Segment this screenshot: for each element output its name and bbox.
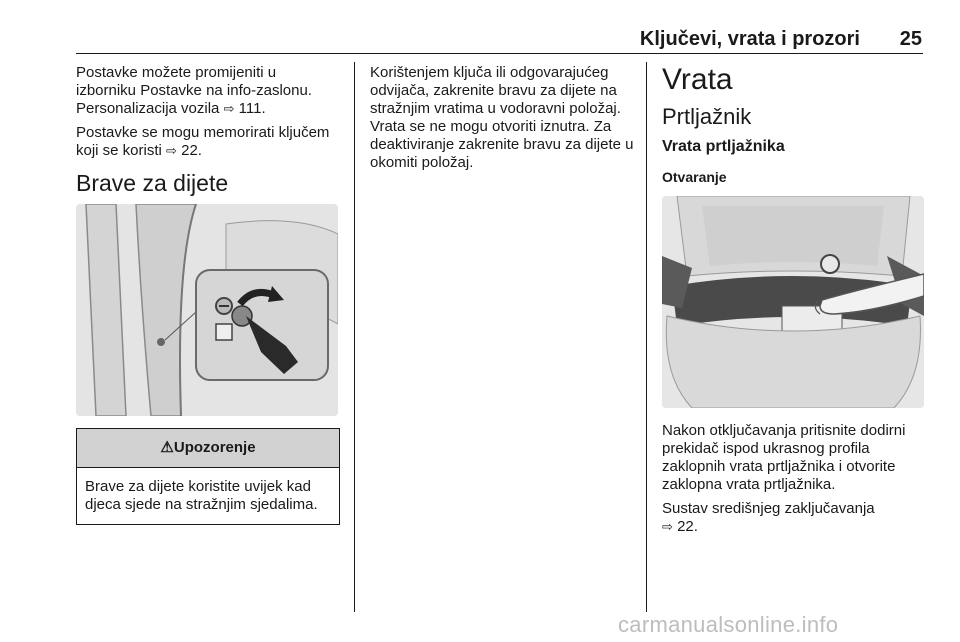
subheading-opening: Otvaranje xyxy=(662,169,727,185)
subheading-tailgate: Vrata prtljažnika xyxy=(662,138,785,155)
watermark: carmanualsonline.info xyxy=(618,612,839,637)
child-lock-illustration xyxy=(76,204,338,416)
warning-triangle-icon: ⚠ xyxy=(160,439,174,456)
child-lock-instructions: Korištenjem ključa ili odgovarajućeg odvijača, zakrenite bravu za dijete na stražnjim vratima u vodoravni položaj. Vrata se ne mogu otvoriti iznutra. Za deaktiviranje zakrenite bravu za dijete u okomiti položaj. xyxy=(370,64,634,171)
page-ref-link[interactable]: 111. xyxy=(234,100,266,117)
settings-paragraph: Postavke možete promijeniti u izborniku Postavke na info-zaslonu. Personalizacija vozila ⇨ 111. xyxy=(76,64,312,117)
column-3 xyxy=(662,62,924,542)
page-number: 25 xyxy=(899,28,922,50)
tailgate-opening-paragraph: Nakon otključavanja pritisnite dodirni prekidač ispod ukrasnog profila zaklopnih vrata prtljažnika i otvorite zaklopna vrata prtljažnika. xyxy=(662,422,906,493)
section-heading-doors: Vrata xyxy=(662,63,733,96)
page-ref-link[interactable]: 22. xyxy=(176,142,202,159)
subheading-trunk: Prtljažnik xyxy=(662,104,752,129)
tailgate-opening-illustration xyxy=(662,196,924,408)
key-memory-paragraph: Postavke se mogu memorirati ključem koji se koristi ⇨ 22. xyxy=(76,124,330,159)
page-ref-arrow-icon: ⇨ xyxy=(662,519,673,534)
page-ref-link[interactable]: 22. xyxy=(672,518,698,535)
column-1 xyxy=(76,64,338,525)
central-locking-reference: Sustav središnjeg zaključavanja ⇨ 22. xyxy=(662,500,875,535)
column-2 xyxy=(370,64,635,178)
column-divider-2 xyxy=(646,62,647,612)
warning-title: Upozorenje xyxy=(173,439,256,456)
warning-body: Brave za dijete koristite uvijek kad djeca sjede na stražnjim sjedalima. xyxy=(85,478,318,513)
page-ref-arrow-icon: ⇨ xyxy=(223,101,235,116)
column-divider-1 xyxy=(354,62,355,612)
warning-box xyxy=(76,428,340,525)
header-rule xyxy=(76,53,923,54)
warning-header xyxy=(77,429,339,468)
section-heading-child-locks: Brave za dijete xyxy=(76,170,229,196)
page-header-title: Ključevi, vrata i prozori xyxy=(639,28,860,50)
page-ref-arrow-icon: ⇨ xyxy=(166,143,177,158)
